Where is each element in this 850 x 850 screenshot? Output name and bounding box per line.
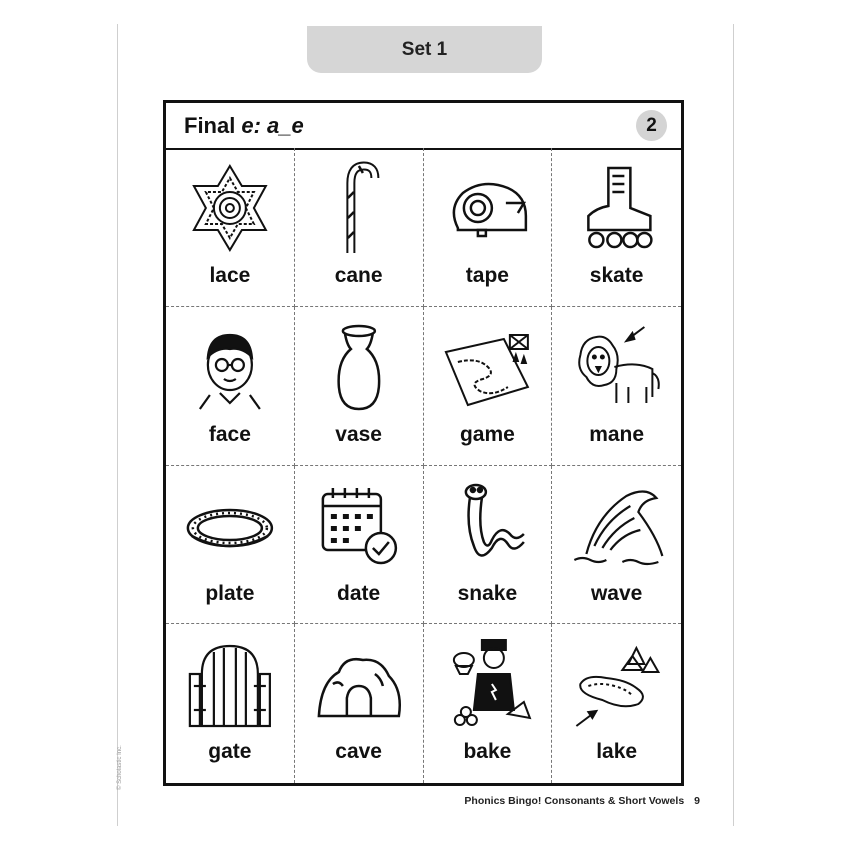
boy-face-icon [176, 317, 284, 417]
cell-word: face [208, 422, 251, 446]
gate-icon [176, 634, 284, 734]
vase-icon [305, 317, 413, 417]
card-number: 2 [646, 114, 657, 136]
cell-word: gate [208, 740, 252, 764]
copyright-notice: © Scholastic Inc. [117, 745, 123, 790]
cell-word: lace [209, 264, 251, 287]
lion-mane-icon [562, 317, 671, 417]
snake-icon [434, 476, 542, 576]
cell-word: cave [335, 740, 382, 764]
cell-word: tape [465, 264, 509, 287]
bingo-cell-tape [424, 148, 553, 307]
bingo-grid [166, 148, 681, 783]
page-footer [464, 795, 700, 807]
calendar-date-icon [305, 476, 413, 576]
bingo-cell-lace [166, 148, 295, 307]
cell-word: vase [335, 422, 382, 446]
cell-word: mane [589, 422, 645, 446]
baker-boy-icon [434, 634, 542, 734]
footer-title: Phonics Bingo! Consonants & Short Vowels [464, 795, 685, 807]
bingo-cell-mane [552, 307, 681, 466]
page-edge-left [117, 24, 118, 826]
cell-word: game [459, 422, 515, 446]
bingo-card [163, 100, 684, 786]
plate-icon [176, 476, 284, 576]
cell-word: skate [589, 264, 644, 287]
cell-word: plate [205, 581, 255, 605]
roller-skate-icon [562, 158, 671, 258]
candy-cane-icon [305, 158, 413, 258]
page-number: 9 [694, 795, 700, 807]
lace-doily-icon [176, 158, 284, 258]
bingo-cell-vase [295, 307, 424, 466]
bingo-cell-skate [552, 148, 681, 307]
cell-word: bake [463, 740, 512, 764]
cell-word: wave [590, 581, 643, 605]
bingo-cell-cave [295, 624, 424, 783]
bingo-cell-wave [552, 466, 681, 625]
cell-word: lake [596, 740, 638, 764]
cave-icon [305, 634, 413, 734]
page-edge-right [733, 24, 734, 826]
bingo-cell-bake [424, 624, 553, 783]
bingo-cell-cane [295, 148, 424, 307]
tape-dispenser-icon [434, 158, 542, 258]
board-game-icon [434, 317, 542, 417]
bingo-cell-gate [166, 624, 295, 783]
card-number-badge [636, 110, 667, 141]
wave-icon [562, 476, 671, 576]
card-header [166, 103, 681, 150]
bingo-cell-date [295, 466, 424, 625]
bingo-cell-lake [552, 624, 681, 783]
cell-word: cane [334, 264, 383, 287]
lake-icon [562, 634, 671, 734]
bingo-cell-game [424, 307, 553, 466]
card-title-pattern: e: a_e [241, 112, 304, 138]
bingo-cell-plate [166, 466, 295, 625]
cell-word: snake [457, 581, 518, 605]
card-title-prefix: Final [184, 112, 236, 138]
bingo-cell-face [166, 307, 295, 466]
bingo-cell-snake [424, 466, 553, 625]
set-tab-label: Set 1 [401, 38, 448, 60]
cell-word: date [337, 581, 381, 605]
set-tab [307, 26, 542, 73]
